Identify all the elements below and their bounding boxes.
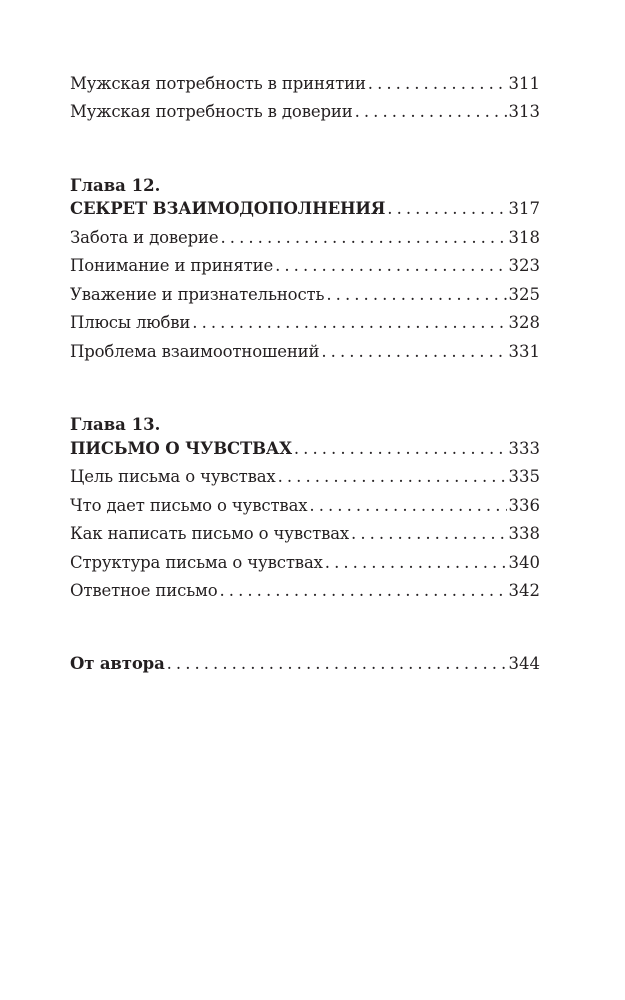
toc-entry-title: Что дает письмо о чувствах	[70, 496, 308, 515]
chapter-13-title-entry[interactable]	[70, 437, 540, 461]
toc-entry[interactable]	[70, 551, 540, 575]
toc-entry-page: 336	[508, 496, 540, 515]
toc-entry-title: Проблема взаимоотношений	[70, 342, 320, 361]
toc-entry[interactable]	[70, 494, 540, 518]
afterword-entry[interactable]	[70, 652, 540, 676]
toc-entry-title: Как написать письмо о чувствах	[70, 524, 350, 543]
dot-leader	[387, 197, 506, 221]
dot-leader	[221, 226, 507, 250]
toc-entry-page: 335	[508, 467, 540, 486]
toc-entry-title: Ответное письмо	[70, 581, 218, 600]
toc-entry[interactable]	[70, 283, 540, 307]
toc-entry[interactable]	[70, 340, 540, 364]
toc-entry[interactable]	[70, 465, 540, 489]
chapter-13-label: Глава 13.	[70, 415, 161, 434]
toc-entry-page: 325	[508, 285, 540, 304]
toc-entry-page: 340	[508, 553, 540, 572]
afterword-title: От автора	[70, 654, 165, 673]
toc-entry-page: 313	[508, 102, 540, 121]
toc-entry[interactable]	[70, 522, 540, 546]
chapter-12-label: Глава 12.	[70, 176, 161, 195]
toc-entry-title: Понимание и принятие	[70, 256, 274, 275]
dot-leader	[309, 494, 506, 518]
toc-entry-page: 318	[508, 228, 540, 247]
dot-leader	[325, 551, 507, 575]
dot-leader	[278, 465, 507, 489]
toc-entry-page: 323	[508, 256, 540, 275]
toc-entry[interactable]	[70, 579, 540, 603]
chapter-title: ПИСЬМО О ЧУВСТВАХ	[70, 439, 292, 458]
dot-leader	[192, 311, 506, 335]
toc-entry-page: 331	[508, 342, 540, 361]
toc-entry-title: Забота и доверие	[70, 228, 219, 247]
toc-entry-title: Структура письма о чувствах	[70, 553, 323, 572]
toc-entry[interactable]	[70, 72, 540, 96]
dot-leader	[368, 72, 507, 96]
dot-leader	[275, 254, 506, 278]
afterword-page: 344	[508, 654, 540, 673]
dot-leader	[326, 283, 506, 307]
toc-entry[interactable]	[70, 226, 540, 250]
toc-entry-title: Цель письма о чувствах	[70, 467, 276, 486]
toc-entry-title: Мужская потребность в принятии	[70, 74, 366, 93]
toc-entry[interactable]	[70, 254, 540, 278]
chapter-page: 333	[508, 439, 540, 458]
dot-leader	[220, 579, 507, 603]
chapter-12-title-entry[interactable]	[70, 197, 540, 221]
toc-entry-page: 311	[508, 74, 540, 93]
toc-entry-title: Мужская потребность в доверии	[70, 102, 353, 121]
chapter-page: 317	[508, 199, 540, 218]
toc-entry-title: Уважение и признательность	[70, 285, 325, 304]
chapter-title: СЕКРЕТ ВЗАИМОДОПОЛНЕНИЯ	[70, 199, 386, 218]
dot-leader	[351, 522, 506, 546]
toc-entry-title: Плюсы любви	[70, 313, 191, 332]
toc-entry-page: 338	[508, 524, 540, 543]
toc-entry[interactable]	[70, 100, 540, 124]
dot-leader	[321, 340, 506, 364]
toc-entry-page: 342	[508, 581, 540, 600]
dot-leader	[355, 100, 507, 124]
toc-entry-page: 328	[508, 313, 540, 332]
dot-leader	[294, 437, 507, 461]
dot-leader	[167, 652, 507, 676]
toc-entry[interactable]	[70, 311, 540, 335]
